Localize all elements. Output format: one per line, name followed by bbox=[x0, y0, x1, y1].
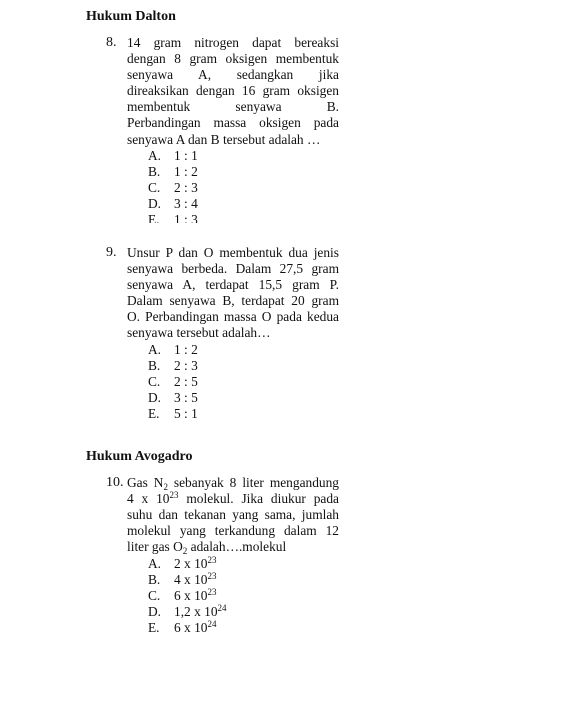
option-b bbox=[148, 358, 198, 374]
option-text: 6 x 10 bbox=[174, 620, 208, 635]
option-e bbox=[148, 212, 198, 223]
option-letter: B. bbox=[148, 164, 161, 179]
superscript: 23 bbox=[169, 490, 179, 501]
option-text: 2 : 3 bbox=[174, 358, 198, 373]
question-9-line: senyawa tersebut adalah… bbox=[127, 325, 271, 341]
option-text: 3 : 5 bbox=[174, 390, 198, 405]
option-text: 6 x 10 bbox=[174, 588, 208, 603]
option-text: 1 : 3 bbox=[174, 212, 198, 223]
line-text: Gas N bbox=[127, 475, 164, 490]
option-letter: C. bbox=[148, 374, 161, 389]
option-text: 1 : 1 bbox=[174, 148, 198, 163]
option-c bbox=[148, 588, 227, 604]
option-text: 5 : 1 bbox=[174, 406, 198, 421]
section-heading-dalton: Hukum Dalton bbox=[86, 9, 176, 24]
question-9-line: Unsur P dan O membentuk dua jenis bbox=[127, 245, 339, 260]
line-text: molekul. Jika diukur pada bbox=[178, 491, 340, 507]
question-10-number: 10. bbox=[106, 475, 124, 490]
question-8-line: membentuk senyawa B. bbox=[127, 99, 339, 115]
option-c bbox=[148, 374, 198, 390]
question-8-line: 14 gram nitrogen dapat bereaksi bbox=[127, 35, 339, 50]
question-10-options bbox=[148, 556, 227, 636]
option-letter: A. bbox=[148, 342, 162, 357]
question-8-options bbox=[148, 148, 198, 223]
option-exponent: 24 bbox=[207, 619, 217, 629]
option-c bbox=[148, 180, 198, 196]
question-9-line: senyawa A, terdapat 15,5 gram P. bbox=[127, 277, 339, 293]
question-8-number: 8. bbox=[106, 35, 117, 50]
option-text: 2 x 10 bbox=[174, 556, 208, 571]
option-exponent: 23 bbox=[207, 555, 217, 565]
option-letter: E. bbox=[148, 406, 160, 421]
option-e bbox=[148, 406, 198, 422]
option-e bbox=[148, 620, 227, 636]
option-d bbox=[148, 196, 198, 212]
option-b bbox=[148, 164, 198, 180]
question-9-options bbox=[148, 342, 198, 422]
question-8-stem bbox=[127, 35, 339, 148]
question-9-number: 9. bbox=[106, 245, 117, 260]
question-8-line: direaksikan dengan 16 gram oksigen bbox=[127, 83, 339, 99]
question-10-stem bbox=[127, 475, 339, 555]
option-letter: C. bbox=[148, 588, 161, 603]
question-10-line: molekul yang terkandung dalam 12 bbox=[127, 523, 339, 539]
option-letter: D. bbox=[148, 390, 162, 405]
option-text: 3 : 4 bbox=[174, 196, 198, 211]
question-10-line bbox=[127, 539, 339, 555]
question-8-line: senyawa A, sedangkan jika bbox=[127, 67, 339, 83]
question-10-line bbox=[127, 491, 339, 507]
option-letter: D. bbox=[148, 604, 162, 619]
question-8-line: Perbandingan massa oksigen pada bbox=[127, 115, 339, 131]
option-d bbox=[148, 604, 227, 620]
option-text: 1 : 2 bbox=[174, 164, 198, 179]
option-exponent: 23 bbox=[207, 571, 217, 581]
option-a bbox=[148, 148, 198, 164]
option-letter: C. bbox=[148, 180, 161, 195]
option-text: 1,2 x 10 bbox=[174, 604, 218, 619]
option-exponent: 24 bbox=[217, 603, 227, 613]
section-heading-avogadro: Hukum Avogadro bbox=[86, 449, 193, 464]
option-letter: D. bbox=[148, 196, 162, 211]
question-9-line: O. Perbandingan massa O pada kedua bbox=[127, 309, 339, 325]
question-10-line bbox=[127, 475, 339, 491]
subscript: 2 bbox=[182, 546, 188, 557]
subscript: 2 bbox=[163, 482, 168, 492]
option-exponent: 23 bbox=[207, 587, 217, 597]
line-text: liter gas O bbox=[127, 539, 183, 555]
question-9-stem bbox=[127, 245, 339, 342]
option-letter: A. bbox=[148, 148, 162, 163]
line-text: adalah….molekul bbox=[187, 539, 287, 555]
option-text: 4 x 10 bbox=[174, 572, 208, 587]
question-9-line: senyawa berbeda. Dalam 27,5 gram bbox=[127, 261, 339, 277]
option-letter: A. bbox=[148, 556, 162, 571]
option-letter: E. bbox=[148, 620, 160, 635]
option-letter: E. bbox=[148, 212, 160, 223]
option-letter: B. bbox=[148, 572, 161, 587]
option-d bbox=[148, 390, 198, 406]
line-text: sebanyak 8 liter mengandung bbox=[167, 475, 339, 490]
option-text: 2 : 5 bbox=[174, 374, 198, 389]
option-a bbox=[148, 342, 198, 358]
question-10-line: suhu dan tekanan yang sama, jumlah bbox=[127, 507, 339, 523]
line-text: 4 x 10 bbox=[127, 491, 170, 507]
option-letter: B. bbox=[148, 358, 161, 373]
question-8-line: senyawa A dan B tersebut adalah … bbox=[127, 131, 321, 147]
option-text: 2 : 3 bbox=[174, 180, 198, 195]
option-b bbox=[148, 572, 227, 588]
question-8-line: dengan 8 gram oksigen membentuk bbox=[127, 51, 339, 67]
option-a bbox=[148, 556, 227, 572]
option-text: 1 : 2 bbox=[174, 342, 198, 357]
question-9-line: Dalam senyawa B, terdapat 20 gram bbox=[127, 293, 339, 309]
